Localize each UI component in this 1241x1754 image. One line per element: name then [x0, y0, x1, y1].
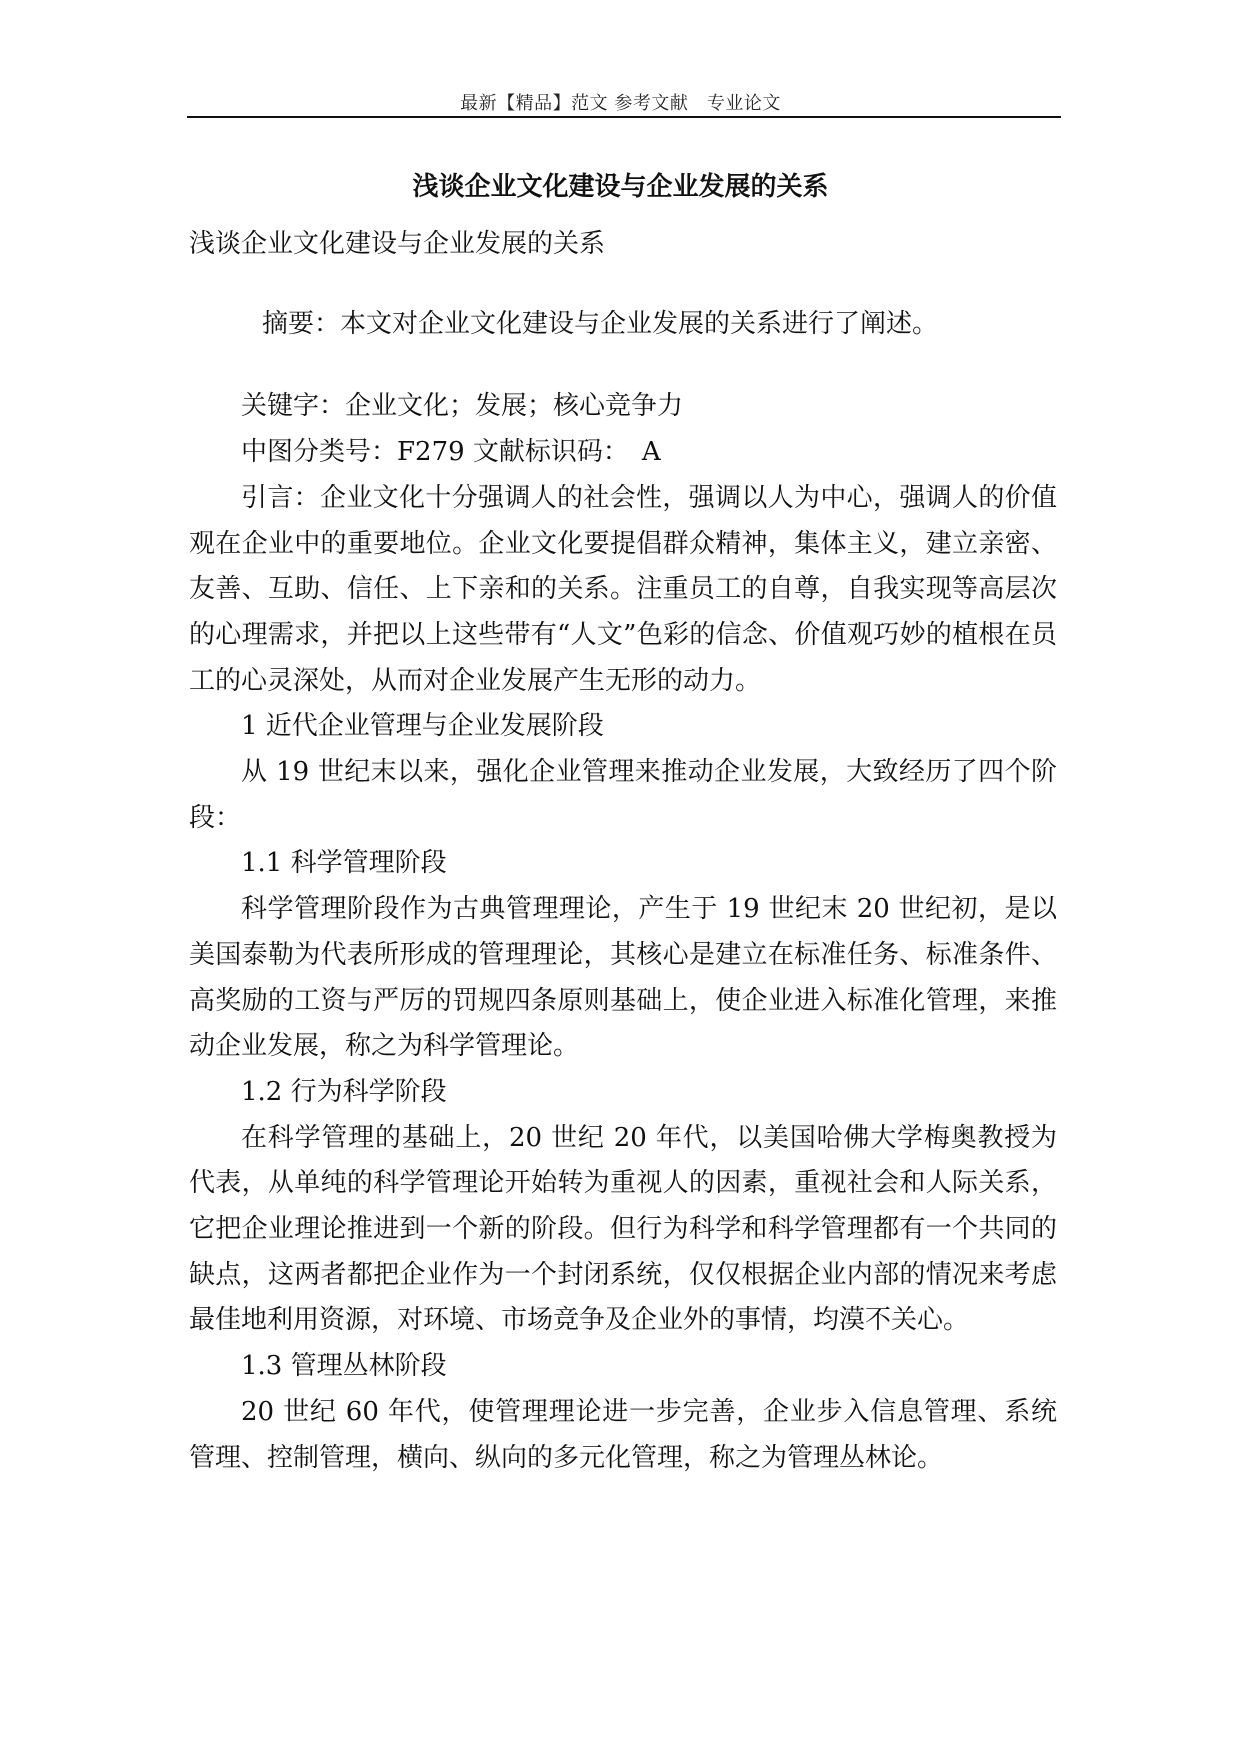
abstract: 摘要：本文对企业文化建设与企业发展的关系进行了阐述。 [262, 308, 939, 339]
intro-paragraph: 引言：企业文化十分强调人的社会性，强调以人为中心，强调人的价值观在企业中的重要地位。企业文化要提倡群众精神，集体主义，建立亲密、友善、互助、信任、上下亲和的关系。注重员工的自尊，自我实现等高层次的心理需求，并把以上这些带有“人文”色彩的信念、价值观巧妙的植根在员工的心灵深处，从而对企业发展产生无形的动力。 [189, 482, 1057, 696]
document-body [189, 222, 1057, 1481]
keywords: 关键字：企业文化；发展；核心竞争力 [241, 391, 684, 422]
section-heading-1-3: 1.3 管理丛林阶段 [241, 1351, 447, 1382]
classification: 中图分类号：F279 文献标识码： A [241, 437, 661, 468]
section-heading-1: 1 近代企业管理与企业发展阶段 [241, 711, 604, 742]
document-subtitle: 浅谈企业文化建设与企业发展的关系 [189, 229, 606, 259]
section-heading-1-1: 1.1 科学管理阶段 [241, 848, 447, 879]
section-1-2-paragraph: 在科学管理的基础上，20 世纪 20 年代，以美国哈佛大学梅奥教授为代表，从单纯的科学管理论开始转为重视人的因素，重视社会和人际关系，它把企业理论推进到一个新的阶段。但行为科学和科学管理都有一个共同的缺点，这两者都把企业作为一个封闭系统，仅仅根据企业内部的情况来考虑最佳地利用资源，对环境、市场竞争及企业外的事情，均漠不关心。 [189, 1122, 1057, 1336]
header-text: 最新【精品】范文 参考文献 专业论文 [460, 93, 781, 114]
section-1-paragraph: 从 19 世纪末以来，强化企业管理来推动企业发展，大致经历了四个阶段： [189, 757, 1057, 833]
document-title: 浅谈企业文化建设与企业发展的关系 [412, 172, 829, 202]
section-1-3-paragraph: 20 世纪 60 年代，使管理理论进一步完善，企业步入信息管理、系统管理、控制管理，横向、纵向的多元化管理，称之为管理丛林论。 [189, 1396, 1057, 1473]
header-divider [187, 116, 1061, 118]
section-1-1-paragraph: 科学管理阶段作为古典管理理论，产生于 19 世纪末 20 世纪初，是以美国泰勒为代表所形成的管理理论，其核心是建立在标准任务、标准条件、高奖励的工资与严厉的罚规四条原则基础上，使企业进入标准化管理，来推动企业发展，称之为科学管理论。 [189, 894, 1057, 1062]
section-heading-1-2: 1.2 行为科学阶段 [241, 1076, 447, 1107]
